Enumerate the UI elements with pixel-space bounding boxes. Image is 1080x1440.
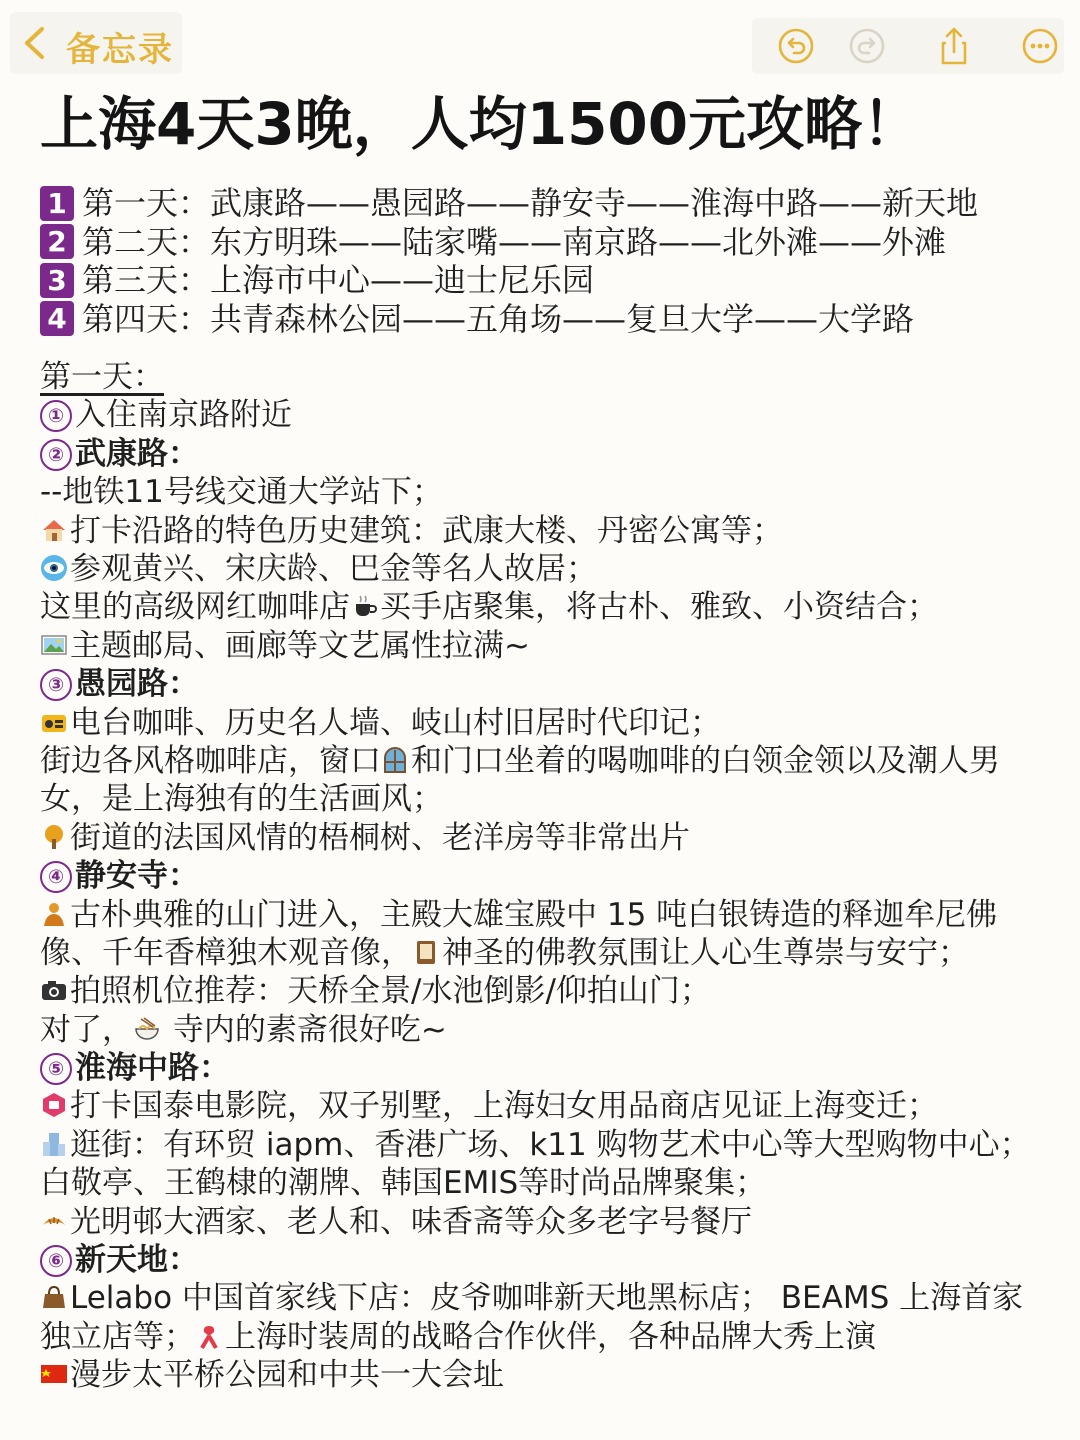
back-button[interactable] [10, 12, 182, 74]
window-icon [381, 746, 409, 774]
book-icon [412, 938, 440, 966]
text-line: 街道的法国风情的梧桐树、老洋房等非常出片 [40, 819, 1045, 857]
route-text: 第一天：武康路——愚园路——静安寺——淮海中路——新天地 [82, 184, 979, 223]
route-text: 第四天：共青森林公园——五角场——复旦大学——大学路 [82, 299, 915, 338]
number-badge: 1 [40, 186, 74, 221]
share-icon[interactable] [934, 26, 974, 66]
text-line: --地铁11号线交通大学站下； [40, 474, 443, 511]
back-label: 备忘录 [66, 30, 174, 70]
text-line: 街边各风格咖啡店，窗口 和门口坐着的喝咖啡的白领金领以及潮人男女，是上海独有的生活画风； [40, 742, 1000, 818]
number-badge: 3 [40, 263, 74, 298]
redo-icon[interactable] [847, 26, 887, 66]
noodle-bowl-icon [133, 1015, 161, 1043]
circled-number: ⑤ [40, 1053, 72, 1085]
text-line: 逛街：有环贸 iapm、香港广场、k11 购物艺术中心等大型购物中心； [40, 1126, 1045, 1164]
radio-icon [40, 708, 68, 736]
text-line: 这里的高级网红咖啡店 买手店聚集，将古朴、雅致、小资结合； [40, 589, 938, 626]
route-day-4 [40, 300, 1060, 339]
cinema-icon [40, 1091, 68, 1119]
text-line: 古朴典雅的山门进入，主殿大雄宝殿中 15 吨白银铸造的释迦牟尼佛像、千年香樟独木观音像， 神圣的佛教氛围让人心生尊崇与安宁； [40, 896, 998, 971]
text-line: 对了， 寺内的素斋很好吃~ [40, 1011, 447, 1048]
stop-heading-jingan: ④ 静安寺： [40, 857, 1045, 895]
text-line: 打卡国泰电影院，双子别墅，上海妇女用品商店见证上海变迁； [40, 1087, 1045, 1125]
ribbon-icon [195, 1322, 223, 1350]
page-title: 上海4天3晚，人均1500元攻略！ [40, 90, 921, 158]
chevron-left-icon [18, 26, 52, 60]
toolbar [752, 18, 1064, 74]
text-line: 漫步太平桥公园和中共一大会址 [40, 1356, 1045, 1394]
house-icon [40, 516, 68, 544]
picture-icon [40, 631, 68, 659]
day1-details [40, 358, 1045, 1395]
buddha-icon [40, 900, 68, 928]
circled-number: ③ [40, 669, 72, 701]
top-bar [0, 0, 1080, 84]
text-line: 电台咖啡、历史名人墙、岐山村旧居时代印记； [40, 704, 1045, 742]
route-text: 第二天：东方明珠——陆家嘴——南京路——北外滩——外滩 [82, 222, 947, 261]
circled-number: ① [40, 400, 72, 432]
text-line: 拍照机位推荐：天桥全景/水池倒影/仰拍山门； [40, 972, 1045, 1010]
circled-number: ④ [40, 861, 72, 893]
tree-icon [40, 823, 68, 851]
text-line: Lelabo 中国首家线下店：皮爷咖啡新天地黑标店； BEAMS 上海首家独立店等； 上海时装周的战略合作伙伴，各种品牌大秀上演 [40, 1280, 1024, 1355]
route-day-2 [40, 223, 1060, 262]
number-badge: 2 [40, 224, 74, 259]
day-heading: 第一天： [40, 359, 164, 395]
text-line: 打卡沿路的特色历史建筑：武康大楼、丹密公寓等； [40, 512, 1045, 550]
stop-heading-xintiandi: ⑥ 新天地： [40, 1241, 1045, 1279]
city-icon [40, 1130, 68, 1158]
circled-number: ⑥ [40, 1245, 72, 1277]
flag-icon [40, 1360, 68, 1388]
circled-number: ② [40, 439, 72, 471]
route-day-1 [40, 184, 1060, 223]
stop-heading-yuyuan: ③ 愚园路： [40, 665, 1045, 703]
route-overview [40, 184, 1060, 338]
stop-1: ① 入住南京路附近 [40, 396, 1045, 434]
more-icon[interactable] [1020, 26, 1060, 66]
text-line: 主题邮局、画廊等文艺属性拉满~ [40, 627, 1045, 665]
route-day-3 [40, 261, 1060, 300]
number-badge: 4 [40, 301, 74, 336]
croissant-icon [40, 1207, 68, 1235]
stop-heading-huaihai: ⑤ 淮海中路： [40, 1049, 1045, 1087]
text-line: 白敬亭、王鹤棣的潮牌、韩国EMIS等时尚品牌聚集； [40, 1165, 767, 1202]
text-line: 参观黄兴、宋庆龄、巴金等名人故居； [40, 550, 1045, 588]
route-text: 第三天：上海市中心——迪士尼乐园 [82, 261, 595, 300]
text-line: 光明邨大酒家、老人和、味香斋等众多老字号餐厅 [40, 1203, 1045, 1241]
eye-icon [40, 554, 68, 582]
handbag-icon [40, 1283, 68, 1311]
coffee-icon [350, 592, 378, 620]
camera-icon [40, 976, 68, 1004]
stop-heading-wukang: ② 武康路： [40, 435, 1045, 473]
undo-icon[interactable] [776, 26, 816, 66]
